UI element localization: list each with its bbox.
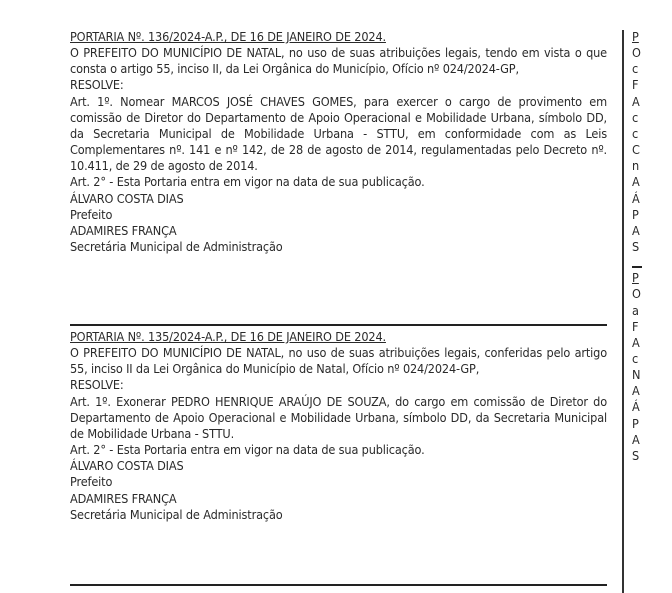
signer-secretary-name: ADAMIRES FRANÇA xyxy=(70,490,177,506)
portaria-title: PORTARIA Nº. 135/2024-A.P., DE 16 DE JANEIRO DE 2024. xyxy=(70,329,386,344)
section-divider xyxy=(632,266,642,268)
fragment-line: a xyxy=(632,302,639,318)
fragment-line: c xyxy=(632,350,639,366)
signer-mayor-name: ÁLVARO COSTA DIAS xyxy=(70,458,184,474)
fragment-line: P xyxy=(632,206,639,222)
fragment-line: F xyxy=(632,318,639,334)
signer-secretary-role: Secretária Municipal de Administração xyxy=(70,506,283,522)
fragment-line: P xyxy=(632,270,639,286)
fragment-line: Á xyxy=(632,399,640,415)
portaria-135 xyxy=(70,329,607,523)
fragment-line: S xyxy=(632,447,640,463)
fragment-line: O xyxy=(632,45,641,61)
portaria-preamble: O PREFEITO DO MUNICÍPIO DE NATAL, no uso de suas atribuições legais, tendo em vista o que consta o artigo 55, inciso II, da Lei Orgânica do Município, Ofício nº 024/2024-GP, xyxy=(70,45,607,77)
portaria-article-1: Art. 1º. Exonerar PEDRO HENRIQUE ARAÚJO DE SOUZA, do cargo em comissão de Diretor do Departamento de Apoio Operacional e Mobilidade Urbana, símbolo DD, da Secretaria Municipal de Mobilidade Urbana - STTU. xyxy=(70,393,607,441)
fragment-line: S xyxy=(632,239,640,255)
fragment-line: c xyxy=(632,125,639,141)
fragment-line: A xyxy=(632,334,640,350)
fragment-line: n xyxy=(632,158,640,174)
fragment-line: O xyxy=(632,286,641,302)
signer-secretary-role: Secretária Municipal de Administração xyxy=(70,239,283,255)
fragment-line: A xyxy=(632,383,640,399)
portaria-resolve: RESOLVE: xyxy=(70,77,124,93)
portaria-article-2: Art. 2° - Esta Portaria entra em vigor na data de sua publicação. xyxy=(70,442,425,458)
fragment-line: c xyxy=(632,61,639,77)
portaria-article-1: Art. 1º. Nomear MARCOS JOSÉ CHAVES GOMES, para exercer o cargo de provimento em comissão de Diretor do Departamento de Apoio Operacional e Mobilidade Urbana, símbolo DD, da Secretaria Municipal de Mobilidade Urbana - STTU, em conformidade com as Leis Complementares nº. 141 e nº 142, de 28 de agosto de 2014, regulamentadas pelo Decreto nº. 10.411, de 29 de agosto de 2014. xyxy=(70,93,607,174)
portaria-resolve: RESOLVE: xyxy=(70,377,124,393)
spacer xyxy=(632,255,672,266)
signer-mayor-role: Prefeito xyxy=(70,206,113,222)
column-divider xyxy=(622,30,624,593)
section-divider xyxy=(70,584,607,586)
fragment-line: N xyxy=(632,367,641,383)
section-divider xyxy=(70,324,607,326)
fragment-line: A xyxy=(632,222,640,238)
signer-mayor-name: ÁLVARO COSTA DIAS xyxy=(70,190,184,206)
fragment-line: A xyxy=(632,431,640,447)
fragment-line: Á xyxy=(632,190,640,206)
right-column-fragment xyxy=(632,29,672,464)
portaria-preamble: O PREFEITO DO MUNICÍPIO DE NATAL, no uso de suas atribuições legais, conferidas pelo artigo 55, inciso II da Lei Orgânica do Município de Natal, Ofício nº 024/2024-GP, xyxy=(70,345,607,377)
fragment-line: F xyxy=(632,77,639,93)
fragment-line: P xyxy=(632,415,639,431)
fragment-line: c xyxy=(632,109,639,125)
right-column-bottom xyxy=(632,270,672,464)
fragment-line: C xyxy=(632,142,640,158)
fragment-line: A xyxy=(632,93,640,109)
fragment-line: A xyxy=(632,174,640,190)
portaria-article-2: Art. 2° - Esta Portaria entra em vigor na data de sua publicação. xyxy=(70,174,425,190)
right-column-top xyxy=(632,29,672,255)
signer-secretary-name: ADAMIRES FRANÇA xyxy=(70,222,177,238)
portaria-136 xyxy=(70,29,607,255)
portaria-title: PORTARIA Nº. 136/2024-A.P., DE 16 DE JANEIRO DE 2024. xyxy=(70,29,386,44)
fragment-line: P xyxy=(632,29,639,44)
signer-mayor-role: Prefeito xyxy=(70,474,113,490)
